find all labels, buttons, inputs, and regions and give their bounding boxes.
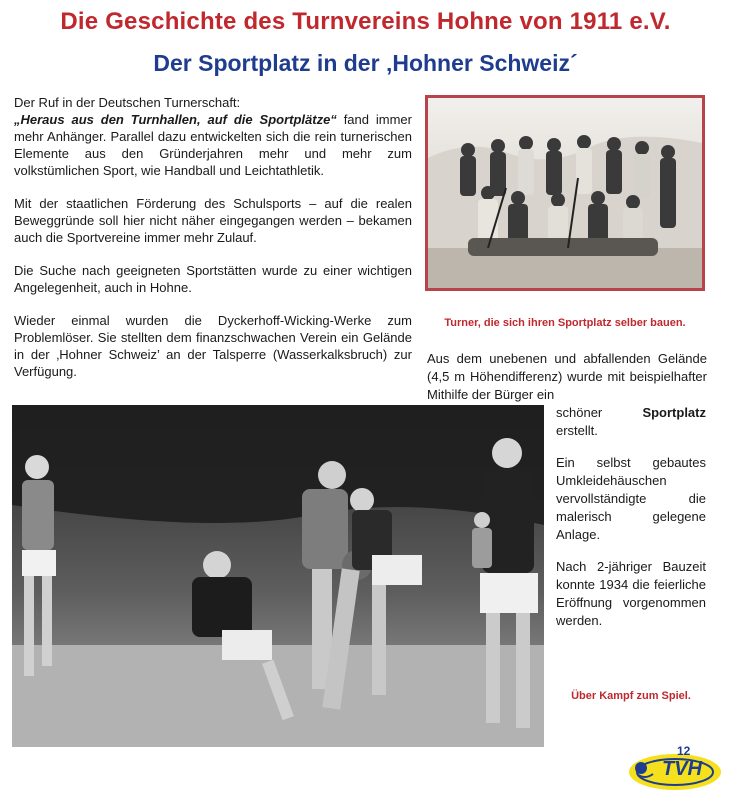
photo-handball-game xyxy=(12,405,544,747)
page-title: Die Geschichte des Turnvereins Hohne von 1911 e.V. xyxy=(60,8,671,35)
paragraph-1-quote: „Heraus aus den Turnhallen, auf die Sportplätze“ xyxy=(14,112,337,127)
photo-workers-group xyxy=(425,95,705,291)
paragraph-1-rest: fand immer mehr Anhänger. Parallel dazu entwickelten sich die rein turnerischen Elemente aus den Gründerjahren mehr und mehr zum volkstümlichen Sport, wie Handball und Leichtathletik. xyxy=(14,112,412,178)
page-number: 12 xyxy=(677,744,691,758)
photo-handball-caption: Über Kampf zum Spiel. xyxy=(571,690,691,702)
right-text-upper xyxy=(427,350,707,404)
paragraph-1-intro: Der Ruf in der Deutschen Turnerschaft: xyxy=(14,95,241,110)
paragraph-3: Die Suche nach geeigneten Sportstätten wurde zu einer wichtigen Angelegenheit, auch in Hohne. xyxy=(14,263,412,295)
paragraph-5-erstellt: erstellt. xyxy=(556,423,598,438)
paragraph-7: Nach 2-jähriger Bauzeit konnte 1934 die feierliche Eröffnung vorgenommen werden. xyxy=(556,559,706,628)
paragraph-2: Mit der staatlichen Förderung des Schulsports – auf die realen Beweggründe soll hier nicht näher eingegangen werden – bekamen auch die Sportvereine immer mehr Zulauf. xyxy=(14,196,412,245)
photo-workers-image xyxy=(428,98,702,288)
photo-handball-image xyxy=(12,405,544,747)
page-subtitle: Der Sportplatz in der ‚Hohner Schweiz´ xyxy=(153,50,578,76)
right-text-lower xyxy=(556,404,706,644)
paragraph-6: Ein selbst gebautes Umkleidehäuschen vervollständigte die malerisch gelegene Anlage. xyxy=(556,455,706,542)
logo-text: TVH xyxy=(662,758,702,780)
paragraph-5-part-b xyxy=(556,404,706,440)
paragraph-5-sportplatz: Sportplatz xyxy=(642,405,706,420)
paragraph-1 xyxy=(14,94,412,179)
photo-workers-caption: Turner, die sich ihren Sportplatz selber bauen. xyxy=(444,317,686,329)
paragraph-5-part-a: Aus dem unebenen und abfallenden Gelände (4,5 m Höhendifferenz) wurde mit beispielhafter Mithilfe der Bürger ein xyxy=(427,351,707,402)
paragraph-5-schoener: schöner xyxy=(556,405,643,420)
paragraph-4: Wieder einmal wurden die Dyckerhoff-Wicking-Werke zum Problemlöser. Sie stellten dem finanzschwachen Verein ein Gelände in der ‚Hohner Schweiz’ an der Talsperre (Wasserkalksbruch) zur Verfügung. xyxy=(14,313,412,379)
main-text-column xyxy=(14,94,412,396)
